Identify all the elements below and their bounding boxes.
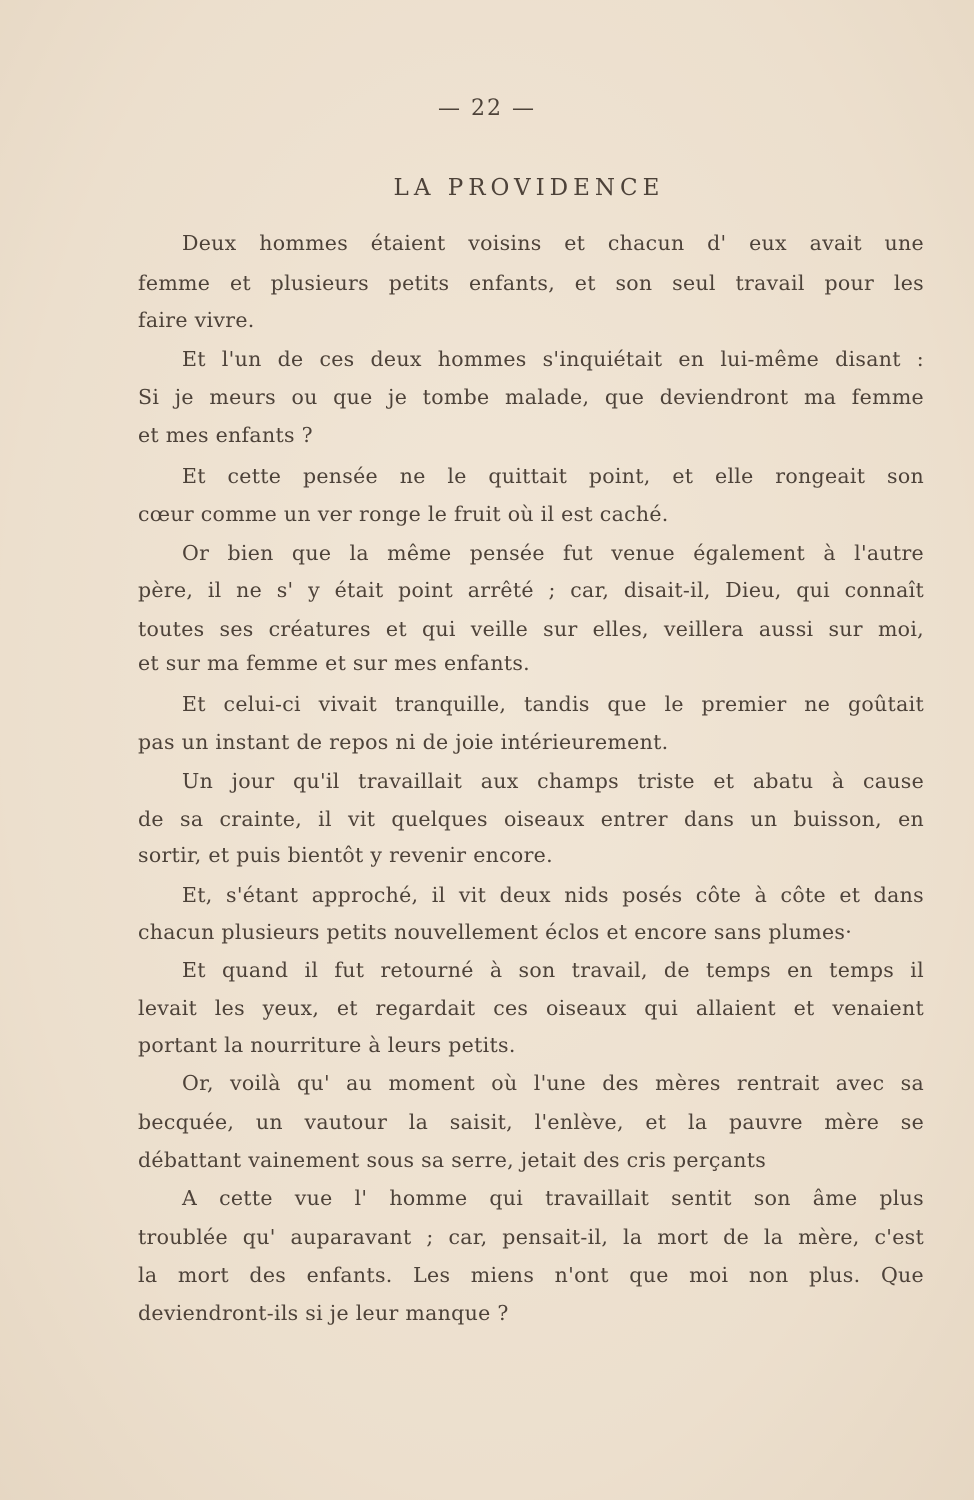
text-line: Et l'un de ces deux hommes s'inquiétait en lui-même disant : bbox=[182, 347, 924, 371]
text-line: de sa crainte, il vit quelques oiseaux entrer dans un buisson, en bbox=[138, 807, 924, 831]
text-line: Et cette pensée ne le quittait point, et elle rongeait son bbox=[182, 464, 924, 488]
text-line: levait les yeux, et regardait ces oiseaux qui allaient et venaient bbox=[138, 996, 924, 1020]
text-line: femme et plusieurs petits enfants, et son seul travail pour les bbox=[138, 271, 924, 295]
text-line: troublée qu' auparavant ; car, pensait-il, la mort de la mère, c'est bbox=[138, 1225, 924, 1249]
chapter-title: LA PROVIDENCE bbox=[393, 175, 665, 201]
text-line: Un jour qu'il travaillait aux champs triste et abatu à cause bbox=[182, 769, 924, 793]
text-line: toutes ses créatures et qui veille sur elles, veillera aussi sur moi, bbox=[138, 617, 924, 641]
text-line: et mes enfants ? bbox=[138, 423, 313, 447]
text-line: Et celui-ci vivait tranquille, tandis que le premier ne goûtait bbox=[182, 692, 924, 716]
text-line: faire vivre. bbox=[138, 308, 255, 332]
text-line: deviendront-ils si je leur manque ? bbox=[138, 1301, 509, 1325]
text-line: cœur comme un ver ronge le fruit où il est caché. bbox=[138, 502, 669, 526]
text-line: chacun plusieurs petits nouvellement éclos et encore sans plumes· bbox=[138, 920, 853, 944]
text-line: A cette vue l' homme qui travaillait sentit son âme plus bbox=[182, 1186, 924, 1210]
text-line: Or bien que la même pensée fut venue également à l'autre bbox=[182, 541, 924, 565]
text-line: portant la nourriture à leurs petits. bbox=[138, 1033, 516, 1057]
page-number: — 22 — bbox=[438, 96, 536, 121]
text-line: becquée, un vautour la saisit, l'enlève, et la pauvre mère se bbox=[138, 1110, 924, 1134]
text-line: Et, s'étant approché, il vit deux nids posés côte à côte et dans bbox=[182, 883, 924, 907]
text-line: pas un instant de repos ni de joie intérieurement. bbox=[138, 730, 669, 754]
text-line: la mort des enfants. Les miens n'ont que moi non plus. Que bbox=[138, 1263, 924, 1287]
text-line: et sur ma femme et sur mes enfants. bbox=[138, 651, 531, 675]
text-line: Si je meurs ou que je tombe malade, que deviendront ma femme bbox=[138, 385, 924, 409]
text-line: Deux hommes étaient voisins et chacun d' eux avait une bbox=[182, 231, 924, 255]
text-line: Or, voilà qu' au moment où l'une des mères rentrait avec sa bbox=[182, 1071, 924, 1095]
text-line: débattant vainement sous sa serre, jetait des cris perçants bbox=[138, 1148, 767, 1172]
text-line: sortir, et puis bientôt y revenir encore. bbox=[138, 843, 553, 867]
text-line: père, il ne s' y était point arrêté ; car, disait-il, Dieu, qui connaît bbox=[138, 578, 924, 602]
text-line: Et quand il fut retourné à son travail, de temps en temps il bbox=[182, 958, 924, 982]
